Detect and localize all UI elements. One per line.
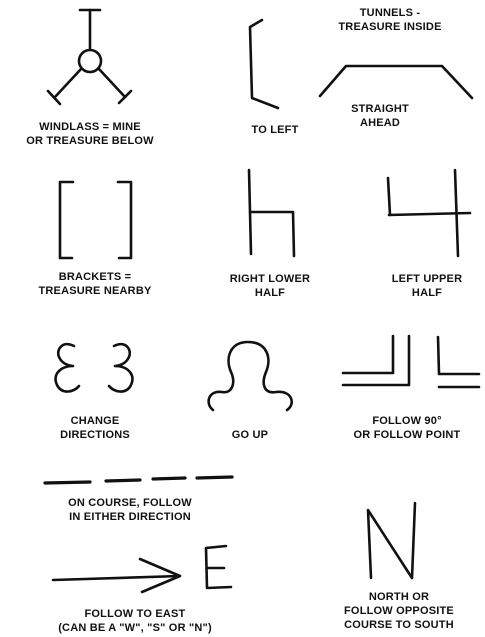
windlass-symbol (48, 10, 131, 104)
tunnels-caption-line-2: TREASURE INSIDE (338, 21, 442, 33)
north-caption-line-1: NORTH OR (368, 591, 430, 603)
follow-to-east-caption-line-1: FOLLOW TO EAST (84, 608, 186, 620)
follow-to-east-symbol (53, 546, 231, 592)
to-left-symbol (250, 20, 278, 108)
brackets-caption-line-1: BRACKETS = (58, 271, 132, 283)
follow-90-symbol (343, 336, 479, 387)
north-caption-line-3: COURSE TO SOUTH (344, 619, 454, 631)
left-upper-half-caption-line-2: HALF (411, 287, 443, 299)
right-lower-half-caption-line-2: HALF (254, 287, 286, 299)
brackets-caption-line-2: TREASURE NEARBY (38, 285, 152, 297)
windlass-caption-line-2: OR TREASURE BELOW (26, 135, 154, 147)
change-directions-caption (40, 414, 150, 442)
right-lower-half-symbol (249, 170, 294, 256)
follow-90-caption (332, 414, 482, 442)
on-course-caption (40, 496, 220, 524)
straight-ahead-caption-line-1: STRAIGHT (351, 103, 409, 115)
north-symbol (368, 503, 415, 578)
follow-90-caption-line-1: FOLLOW 90° (372, 415, 442, 427)
change-directions-caption-line-2: DIRECTIONS (60, 429, 130, 441)
go-up-symbol (209, 342, 292, 410)
on-course-caption-line-2: IN EITHER DIRECTION (69, 511, 191, 523)
left-upper-half-caption (372, 272, 482, 300)
straight-ahead-symbol (320, 66, 472, 98)
follow-to-east-caption (25, 607, 245, 635)
tunnels-caption-line-1: TUNNELS - (359, 7, 421, 19)
left-upper-half-caption-line-1: LEFT UPPER (391, 273, 463, 285)
follow-to-east-caption-line-2: (CAN BE A "W", "S" OR "N") (58, 622, 212, 634)
brackets-symbol (60, 182, 131, 258)
right-lower-half-caption-line-1: RIGHT LOWER (229, 273, 311, 285)
on-course-caption-line-1: ON COURSE, FOLLOW (68, 497, 192, 509)
north-caption (324, 590, 474, 632)
go-up-caption-line-1: GO UP (231, 429, 269, 441)
brackets-caption (10, 270, 180, 298)
straight-ahead-caption (330, 102, 430, 130)
north-caption-line-2: FOLLOW OPPOSITE (344, 605, 454, 617)
to-left-caption (230, 123, 320, 137)
left-upper-half-symbol (388, 170, 470, 256)
on-course-symbol (45, 477, 232, 483)
windlass-caption-line-1: WINDLASS = MINE (39, 121, 141, 133)
straight-ahead-caption-line-2: AHEAD (359, 117, 401, 129)
change-directions-symbol (56, 344, 133, 391)
follow-90-caption-line-2: OR FOLLOW POINT (353, 429, 461, 441)
to-left-caption-line-1: TO LEFT (251, 124, 299, 136)
windlass-caption (10, 120, 170, 148)
right-lower-half-caption (210, 272, 330, 300)
change-directions-caption-line-1: CHANGE (70, 415, 120, 427)
go-up-caption (215, 428, 285, 442)
tunnels-caption (300, 6, 480, 34)
